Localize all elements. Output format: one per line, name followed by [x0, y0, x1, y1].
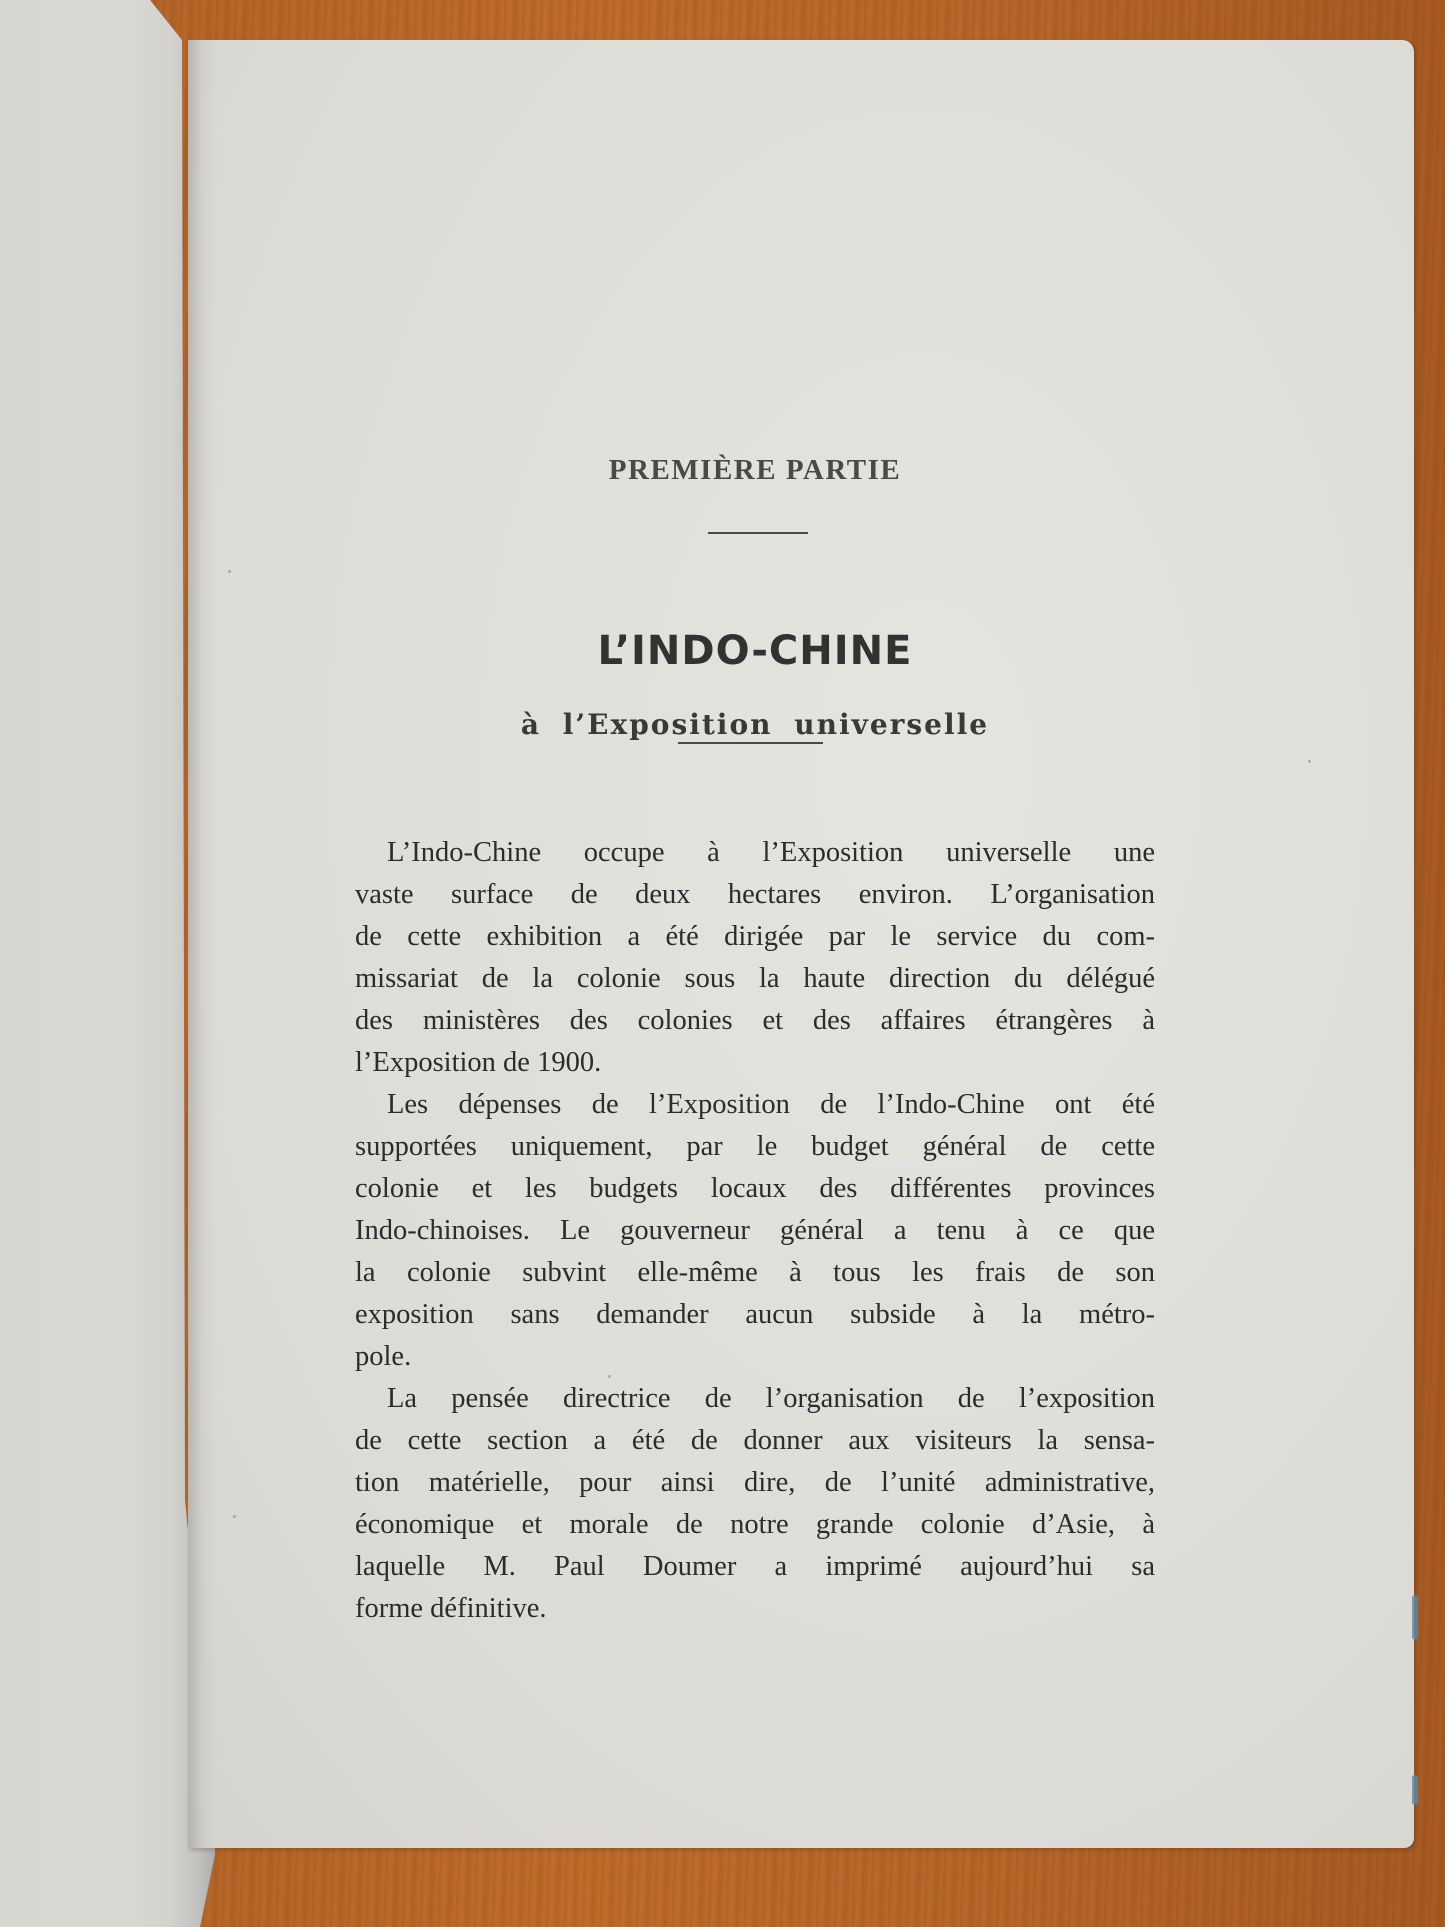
- text-line: vaste surface de deux hectares environ. L’organisation: [355, 879, 1155, 910]
- text-line: pole.: [355, 1341, 412, 1372]
- text-line: la colonie subvint elle-même à tous les frais de son: [355, 1257, 1155, 1288]
- body-text: [355, 832, 1155, 1630]
- paper-speck: [228, 570, 231, 573]
- left-blank-page: [0, 0, 215, 1927]
- text-line: laquelle M. Paul Doumer a imprimé aujourd’hui sa: [355, 1551, 1155, 1582]
- text-line: colonie et les budgets locaux des différentes provinces: [355, 1173, 1155, 1204]
- right-page: [188, 40, 1414, 1848]
- text-line: L’Indo-Chine occupe à l’Exposition universelle une: [387, 837, 1155, 868]
- gutter-shadow: [188, 40, 218, 1848]
- paragraph-1: [355, 832, 1155, 1084]
- text-line: tion matérielle, pour ainsi dire, de l’unité administrative,: [355, 1467, 1155, 1498]
- paper-speck: [1308, 760, 1311, 763]
- text-line: Les dépenses de l’Exposition de l’Indo-Chine ont été: [387, 1089, 1155, 1120]
- chapter-title: L’INDO-CHINE: [597, 628, 913, 674]
- text-line: de cette exhibition a été dirigée par le service du com-: [355, 921, 1155, 952]
- blue-ink-mark: [1412, 1775, 1418, 1805]
- page-shade: [0, 0, 215, 1927]
- text-line: économique et morale de notre grande colonie d’Asie, à: [355, 1509, 1155, 1540]
- text-line: forme définitive.: [355, 1593, 547, 1624]
- text-line: Indo-chinoises. Le gouverneur général a tenu à ce que: [355, 1215, 1155, 1246]
- chapter-subtitle: à l’Exposition universelle: [520, 708, 990, 741]
- text-line: des ministères des colonies et des affaires étrangères à: [355, 1005, 1155, 1036]
- text-line: La pensée directrice de l’organisation de l’exposition: [387, 1383, 1155, 1414]
- part-label: PREMIÈRE PARTIE: [608, 454, 902, 486]
- text-line: supportées uniquement, par le budget général de cette: [355, 1131, 1155, 1162]
- divider-rule: [708, 532, 808, 534]
- text-line: l’Exposition de 1900.: [355, 1047, 602, 1078]
- paper-speck: [233, 1515, 236, 1518]
- paragraph-2: [355, 1084, 1155, 1378]
- blue-ink-mark: [1412, 1595, 1418, 1640]
- text-line: missariat de la colonie sous la haute direction du délégué: [355, 963, 1155, 994]
- text-line: exposition sans demander aucun subside à la métro-: [355, 1299, 1155, 1330]
- paragraph-3: [355, 1378, 1155, 1630]
- text-line: de cette section a été de donner aux visiteurs la sensa-: [355, 1425, 1155, 1456]
- divider-rule: [678, 742, 823, 744]
